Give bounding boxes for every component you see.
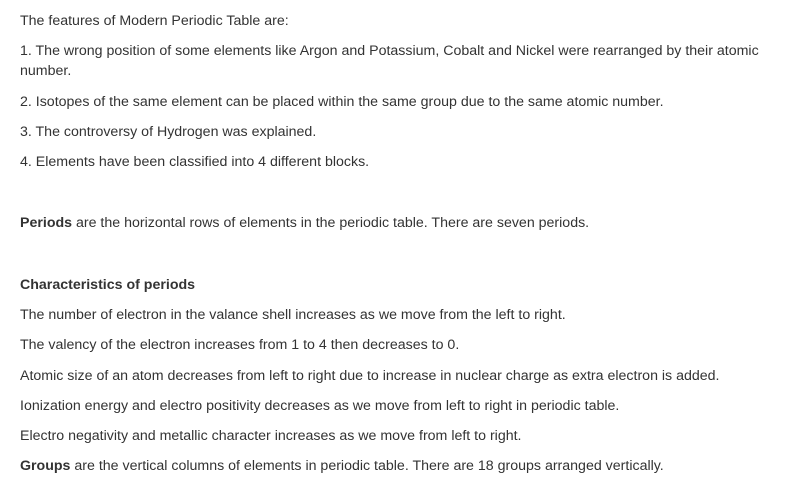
feature-item-3: 3. The controversy of Hydrogen was explained.: [20, 124, 317, 140]
feature-item-4: 4. Elements have been classified into 4 different blocks.: [20, 154, 370, 170]
feature-item-1: 1. The wrong position of some elements like Argon and Potassium, Cobalt and Nickel were rearranged by their atomic number.: [20, 43, 759, 79]
characteristic-item-1: The number of electron in the valance shell increases as we move from the left to right.: [20, 307, 566, 323]
characteristic-item-4: Ionization energy and electro positivity decreases as we move from left to right in periodic table.: [20, 398, 620, 414]
characteristic-item-5: Electro negativity and metallic character increases as we move from left to right.: [20, 428, 522, 444]
feature-item-2: 2. Isotopes of the same element can be placed within the same group due to the same atomic number.: [20, 94, 664, 110]
periods-definition: [20, 213, 589, 233]
features-intro: The features of Modern Periodic Table are:: [20, 13, 289, 29]
characteristic-item-3: Atomic size of an atom decreases from left to right due to increase in nuclear charge as extra electron is added.: [20, 368, 720, 384]
groups-definition: [20, 456, 664, 476]
groups-text: are the vertical columns of elements in periodic table. There are 18 groups arranged vertically.: [70, 458, 664, 474]
characteristics-heading: [20, 275, 195, 295]
periods-term: Periods: [20, 215, 73, 231]
periods-text: are the horizontal rows of elements in the periodic table. There are seven periods.: [72, 215, 590, 231]
groups-term: Groups: [20, 458, 71, 474]
characteristic-item-2: The valency of the electron increases from 1 to 4 then decreases to 0.: [20, 337, 460, 353]
characteristics-heading-text: Characteristics of periods: [20, 277, 196, 293]
